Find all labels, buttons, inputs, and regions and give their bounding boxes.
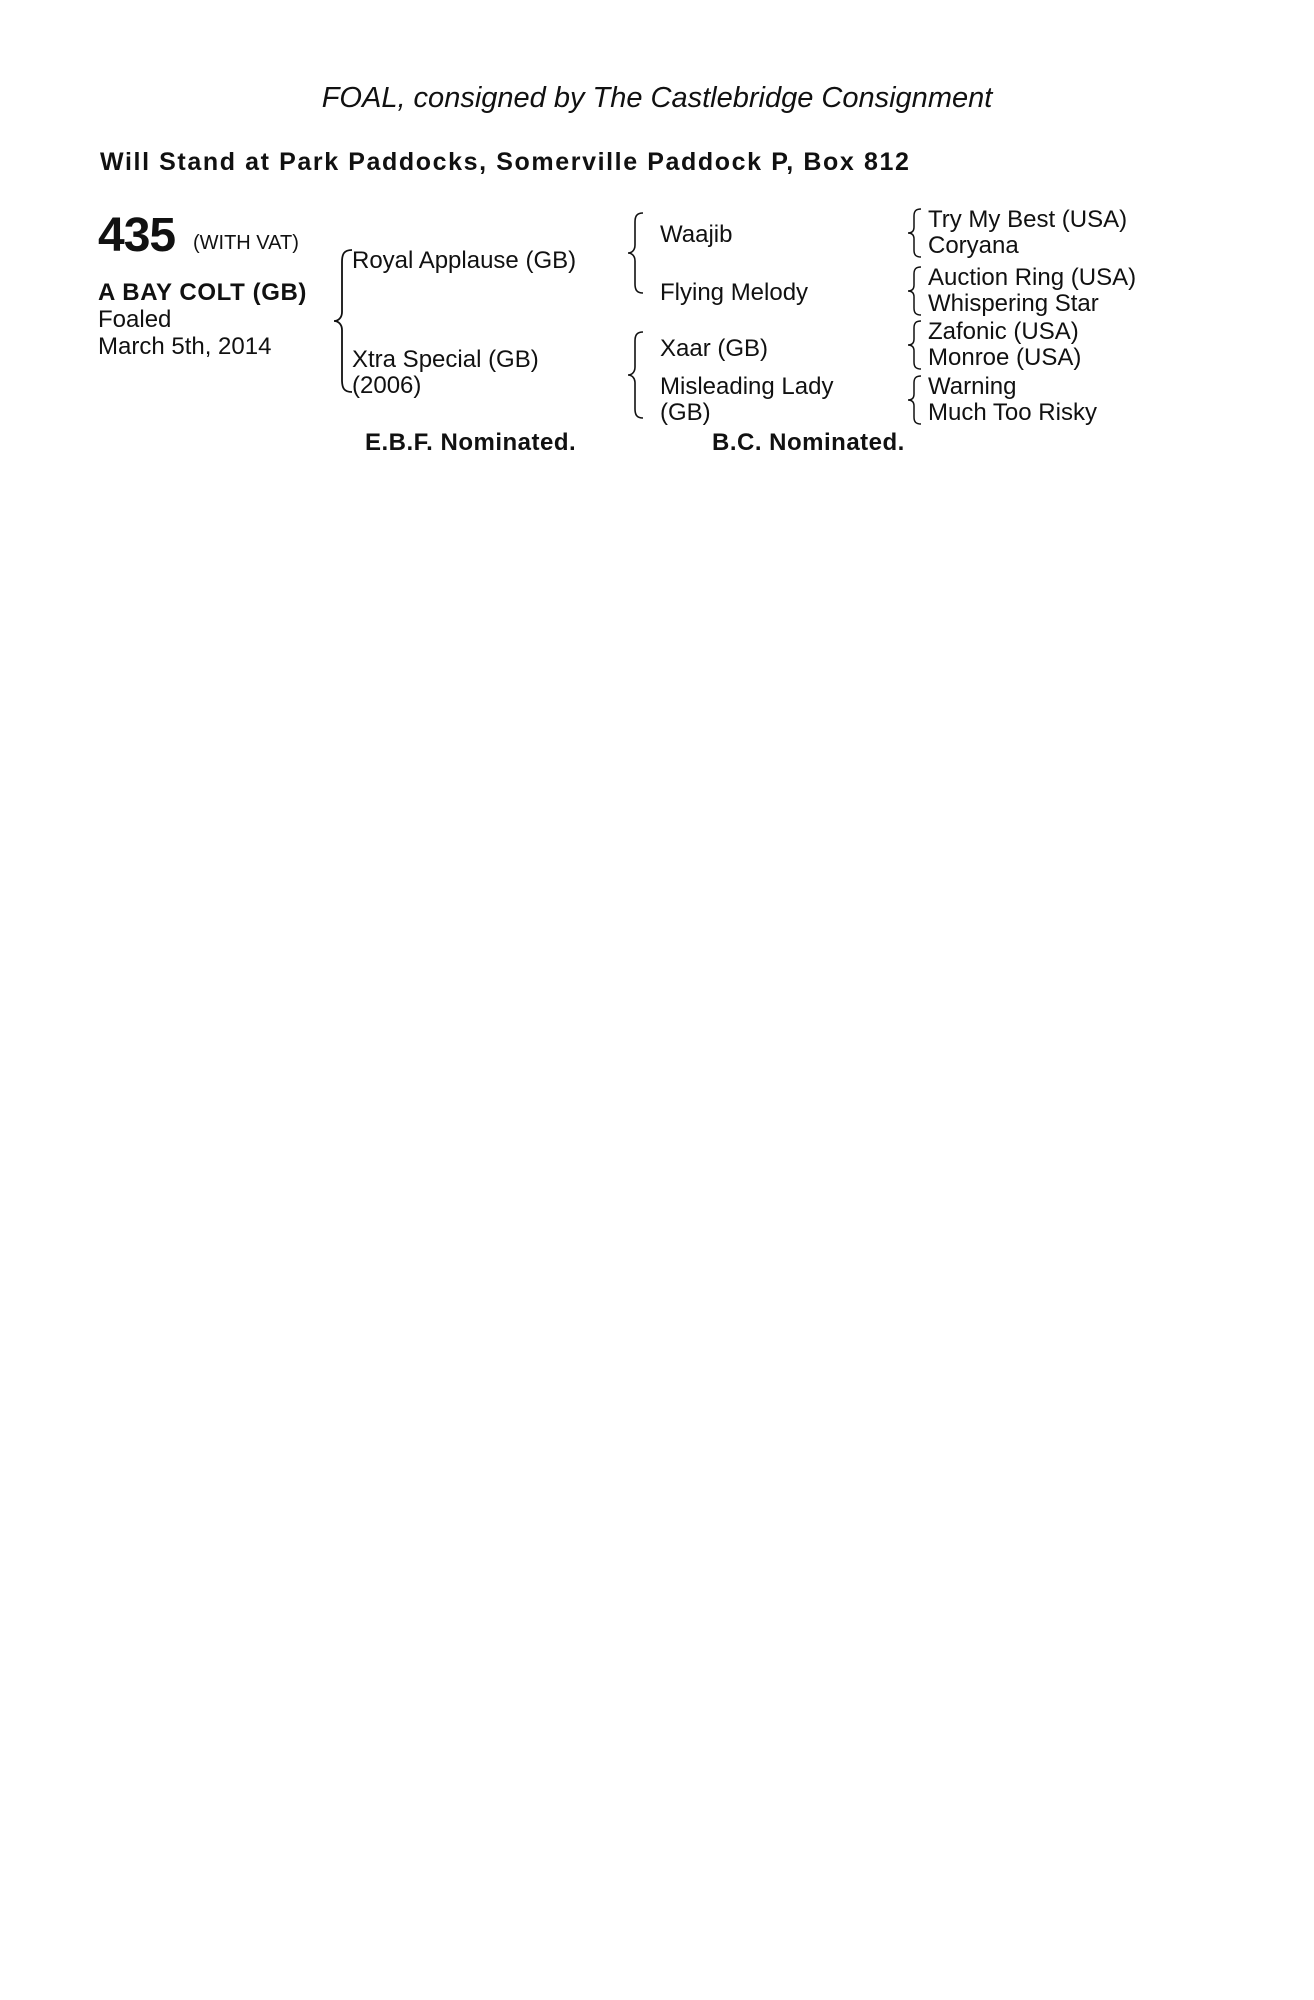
- pedigree-sire: Royal Applause (GB): [352, 247, 577, 274]
- vat-note: (WITH VAT): [193, 232, 299, 254]
- lot-title: A BAY COLT (GB): [98, 279, 308, 306]
- pedigree-brace-dam: [625, 330, 649, 420]
- pedigree-brace-sire: [625, 211, 649, 295]
- pedigree-sire-sire: Waajib: [660, 221, 733, 248]
- pedigree-ggp-6: Monroe (USA): [928, 344, 1082, 371]
- pedigree-ggp-5: Zafonic (USA): [928, 318, 1079, 345]
- pedigree-ggp-3: Auction Ring (USA): [928, 264, 1137, 291]
- pedigree-ggp-7: Warning: [928, 373, 1017, 400]
- pedigree-ggp-1: Try My Best (USA): [928, 206, 1128, 233]
- consignment-line: FOAL, consigned by The Castlebridge Consignment: [321, 82, 993, 114]
- foaled-date: March 5th, 2014: [98, 333, 272, 360]
- pedigree-ggp-8: Much Too Risky: [928, 399, 1097, 426]
- lot-number: 435: [98, 209, 176, 262]
- pedigree-sire-dam: Flying Melody: [660, 279, 809, 306]
- pedigree-dam-year: (2006): [352, 372, 422, 399]
- pedigree-brace-ggp-4: [905, 374, 925, 426]
- pedigree-dam: Xtra Special (GB): [352, 346, 539, 373]
- pedigree-dam-dam: Misleading Lady: [660, 373, 834, 400]
- pedigree-ggp-2: Coryana: [928, 232, 1019, 259]
- pedigree-dam-sire: Xaar (GB): [660, 335, 769, 362]
- pedigree-brace-ggp-3: [905, 319, 925, 371]
- bc-nominated: B.C. Nominated.: [712, 429, 905, 456]
- ebf-nominated: E.B.F. Nominated.: [365, 429, 577, 456]
- standing-location: Will Stand at Park Paddocks, Somerville Paddock P, Box 812: [100, 148, 911, 176]
- foaled-label: Foaled: [98, 306, 172, 333]
- pedigree-brace-ggp-2: [905, 265, 925, 317]
- pedigree-dam-dam-country: (GB): [660, 399, 711, 426]
- pedigree-brace-ggp-1: [905, 207, 925, 259]
- pedigree-ggp-4: Whispering Star: [928, 290, 1099, 317]
